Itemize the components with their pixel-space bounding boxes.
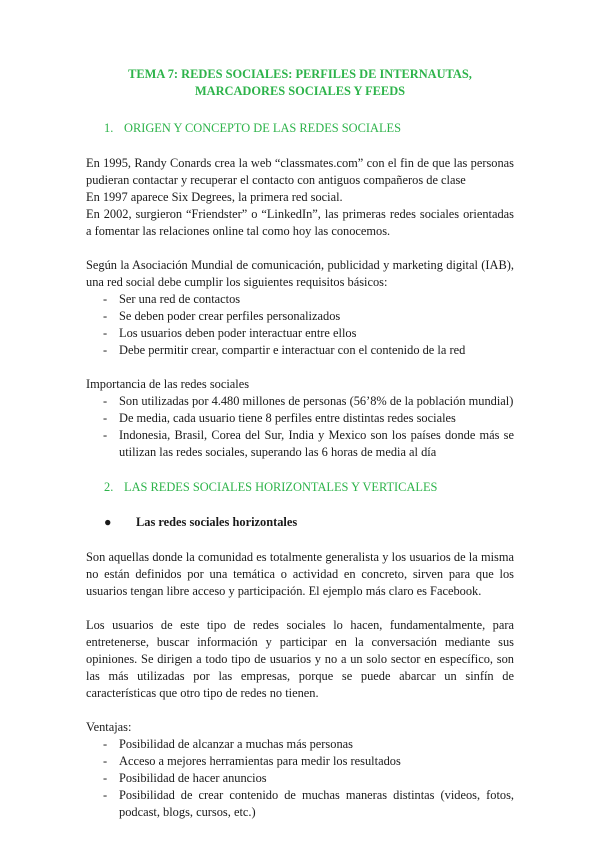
subheading-horizontales bbox=[86, 514, 514, 531]
section-1-heading bbox=[86, 120, 514, 137]
list-item: - Se deben poder crear perfiles personalizados bbox=[86, 308, 514, 325]
section-2-number: 2. bbox=[104, 480, 114, 494]
list-item: - Posibilidad de alcanzar a muchas más personas bbox=[86, 736, 514, 753]
document-title: TEMA 7: REDES SOCIALES: PERFILES DE INTERNAUTAS, MARCADORES SOCIALES Y FEEDS bbox=[128, 67, 472, 98]
paragraph-friendster: En 2002, surgieron “Friendster” o “LinkedIn”, las primeras redes sociales orientadas a fomentar las relaciones online tal como hoy las conocemos. bbox=[86, 207, 514, 238]
section-2-heading bbox=[86, 479, 514, 496]
section-2-heading-text: LAS REDES SOCIALES HORIZONTALES Y VERTICALES bbox=[124, 480, 438, 494]
importancia-list bbox=[86, 393, 514, 461]
list-item: - De media, cada usuario tiene 8 perfiles entre distintas redes sociales bbox=[86, 410, 514, 427]
paragraph-iab: Según la Asociación Mundial de comunicación, publicidad y marketing digital (IAB), una red social debe cumplir los siguientes requisitos básicos: bbox=[86, 258, 514, 289]
importancia-title: Importancia de las redes sociales bbox=[86, 377, 250, 391]
paragraph-usuarios: Los usuarios de este tipo de redes sociales lo hacen, fundamentalmente, para entretenerse, buscar información y participar en la conversación mediante sus opiniones. Se dirigen a todo tipo de usuarios y no a un solo sector en específico, son las más utilizadas por las empresas, porque se puede abarcar un sinfín de características que otro tipo de redes no tienen. bbox=[86, 618, 514, 700]
paragraph-six-degrees: En 1997 aparece Six Degrees, la primera red social. bbox=[86, 190, 343, 204]
section-1-heading-text: ORIGEN Y CONCEPTO DE LAS REDES SOCIALES bbox=[124, 121, 401, 135]
ventajas-title: Ventajas: bbox=[86, 720, 132, 734]
list-item: - Indonesia, Brasil, Corea del Sur, India y Mexico son los países donde más se utilizan las redes sociales, superando las 6 horas de media al día bbox=[86, 427, 514, 461]
requisitos-list bbox=[86, 291, 514, 359]
list-item: - Ser una red de contactos bbox=[86, 291, 514, 308]
paragraph-classmates: En 1995, Randy Conards crea la web “classmates.com” con el fin de que las personas pudieran contactar y recuperar el contacto con antiguos compañeros de clase bbox=[86, 156, 514, 187]
section-1-number: 1. bbox=[104, 121, 114, 135]
list-item: - Los usuarios deben poder interactuar entre ellos bbox=[86, 325, 514, 342]
list-item: - Posibilidad de crear contenido de muchas maneras distintas (videos, fotos, podcast, blogs, cursos, etc.) bbox=[86, 787, 514, 821]
paragraph-definicion: Son aquellas donde la comunidad es totalmente generalista y los usuarios de la misma no están definidos por una temática o actividad en concreto, sirven para que los usuarios tengan libre acceso y participación. El ejemplo más claro es Facebook. bbox=[86, 550, 514, 598]
list-item: - Acceso a mejores herramientas para medir los resultados bbox=[86, 753, 514, 770]
list-item: - Son utilizadas por 4.480 millones de personas (56’8% de la población mundial) bbox=[86, 393, 514, 410]
ventajas-list bbox=[86, 736, 514, 821]
subheading-text: Las redes sociales horizontales bbox=[136, 515, 298, 529]
bullet-icon: ● bbox=[104, 515, 112, 529]
list-item: - Posibilidad de hacer anuncios bbox=[86, 770, 514, 787]
list-item: - Debe permitir crear, compartir e interactuar con el contenido de la red bbox=[86, 342, 514, 359]
